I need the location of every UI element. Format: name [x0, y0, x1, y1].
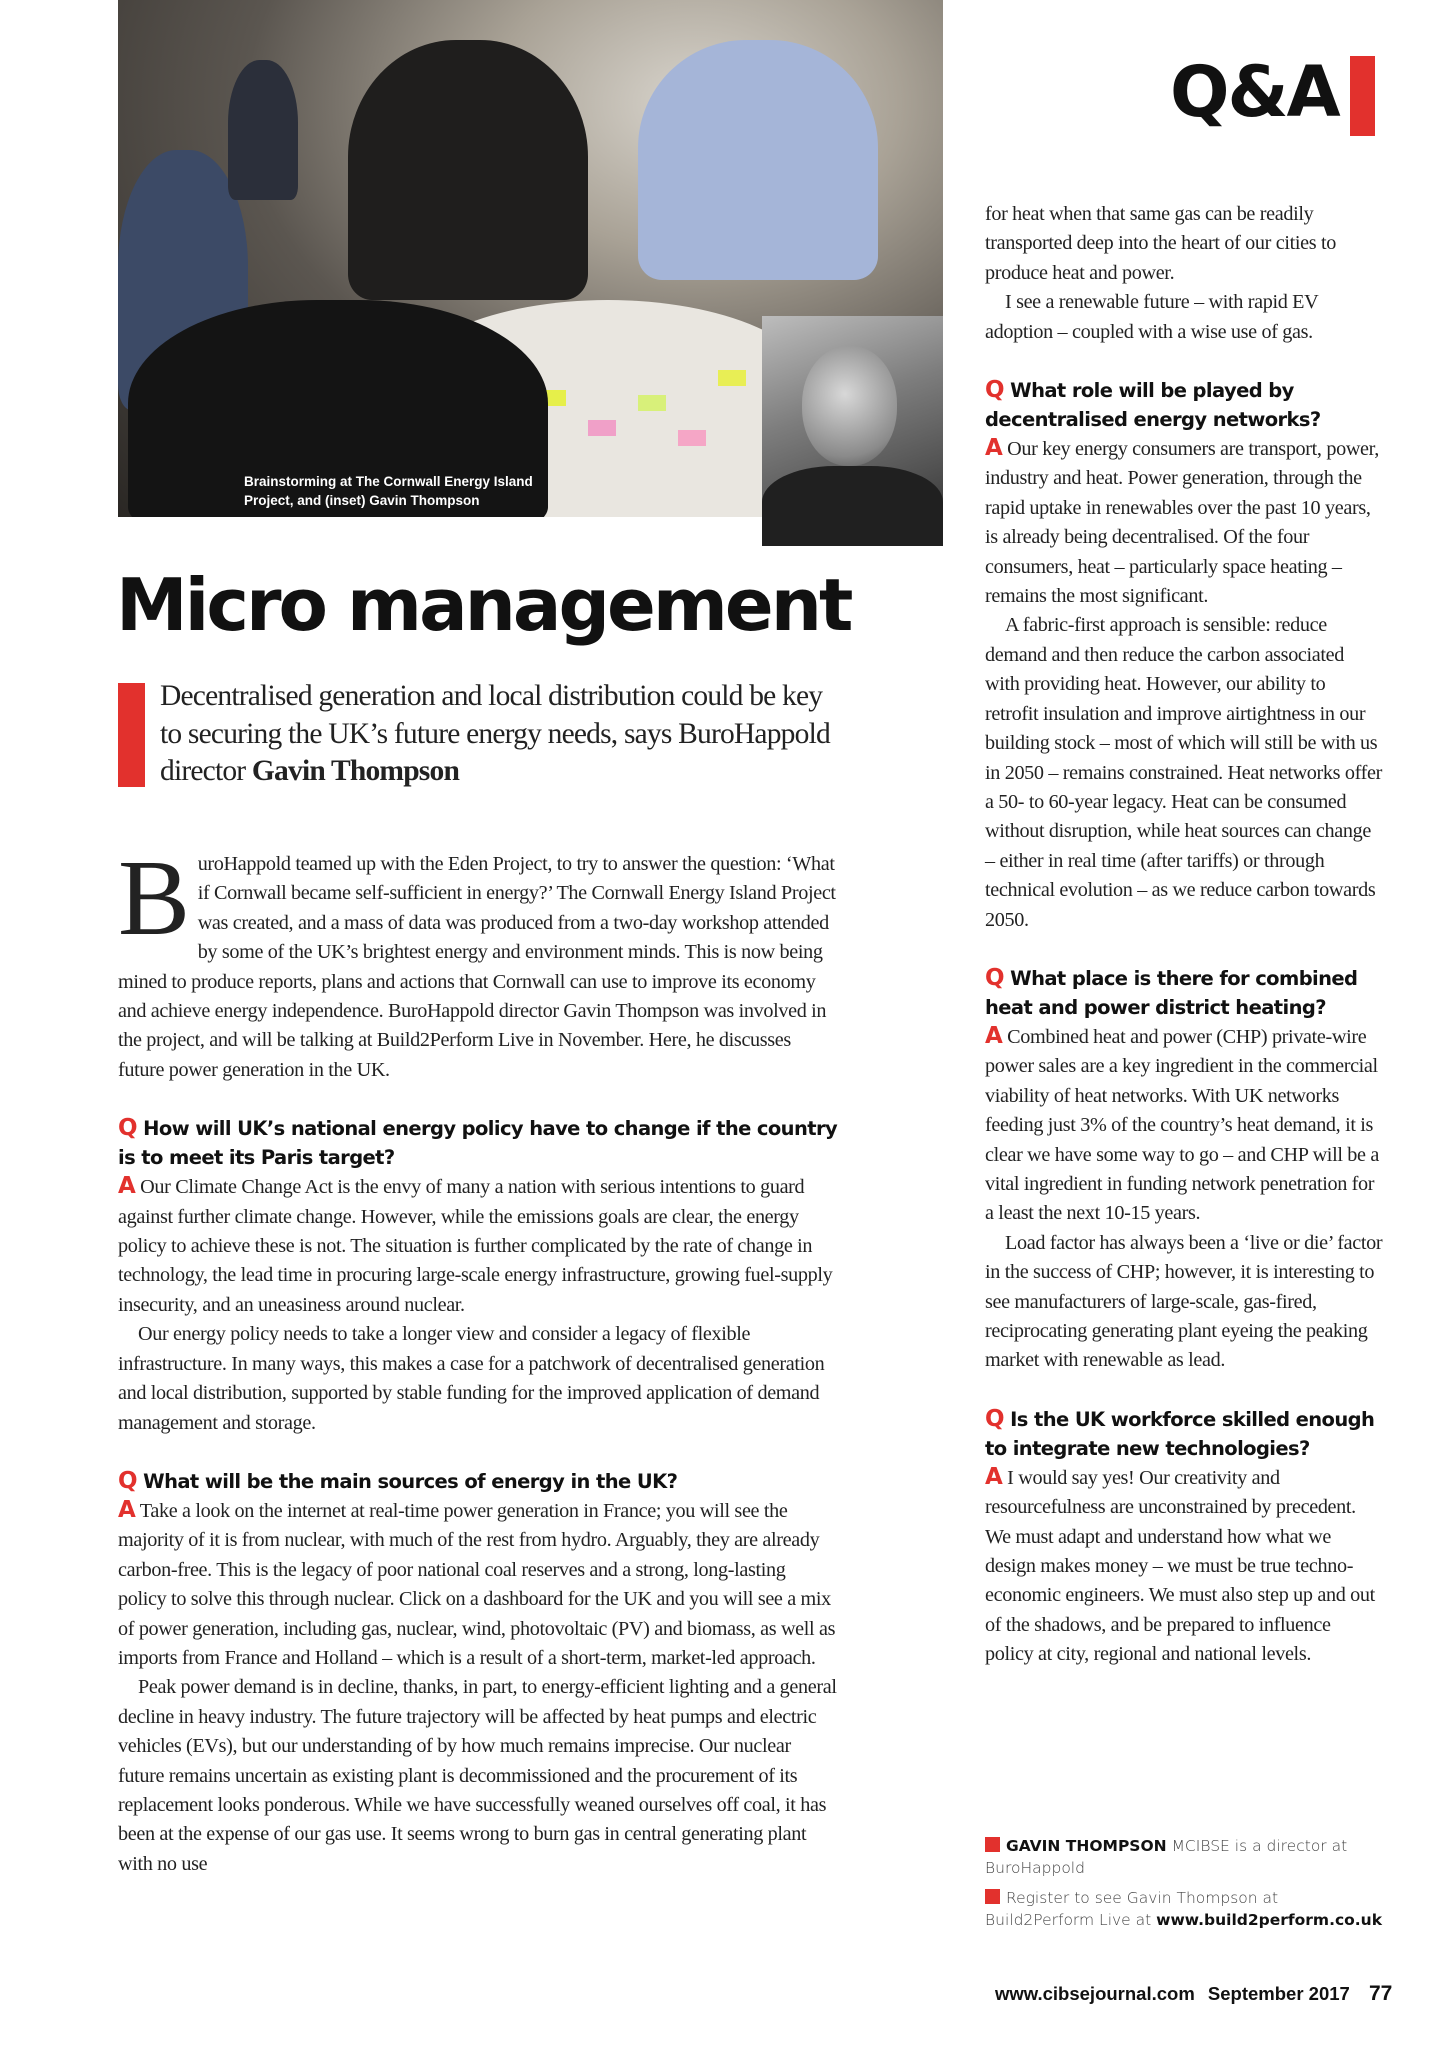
- a-marker: A: [985, 435, 1003, 462]
- left-column: [118, 839, 838, 1879]
- question: [118, 1467, 838, 1496]
- bio-name: GAVIN THOMPSON: [1006, 1837, 1167, 1855]
- standfirst-bar: [118, 683, 145, 787]
- right-column: [985, 200, 1383, 1670]
- accent-bar: [1350, 56, 1375, 136]
- q-marker: Q: [118, 1467, 137, 1494]
- bullet-square-icon: [985, 1837, 1000, 1852]
- answer-text: Combined heat and power (CHP) private-wire power sales are a key ingredient in the commercial viability of heat networks. With UK networks feeding just 3% of the country’s heat demand, it is clear we have some way to go – and CHP will be a vital ingredient in funding network penetration for a least the next 10-15 years.: [985, 1025, 1379, 1225]
- question: [985, 376, 1383, 434]
- bio-role: MCIBSE is a director at BuroHappold: [985, 1837, 1348, 1877]
- answer: [985, 1463, 1383, 1670]
- question: [985, 1405, 1383, 1463]
- standfirst-text: Decentralised generation and local distribution could be key to securing the UK’s future energy needs, says BuroHappold director: [160, 680, 830, 787]
- intro-text: uroHappold teamed up with the Eden Project, to try to answer the question: ‘What if Cornwall became self-sufficient in energy?’ The Cornwall Energy Island Project was created, and a mass of data was produced from a two-day workshop attended by some of the UK’s brightest energy and environment minds. This is now being mined to produce reports, plans and actions that Cornwall can use to improve its economy and achieve energy independence. BuroHappold director Gavin Thompson was involved in the project, and will be talking at Build2Perform Live in November. Here, he discusses future power generation in the UK.: [118, 853, 836, 1081]
- answer-paragraph: Peak power demand is in decline, thanks, in part, to energy-efficient lighting and a general decline in heavy industry. The future trajectory will be affected by heat pumps and electric vehicles (EVs), but our understanding of by how much remains imprecise. Our nuclear future remains uncertain as existing plant is decommissioned and the procurement of its replacement looks ponderous. While we have successfully weaned ourselves off coal, it has been at the expense of our gas use. It seems wrong to burn gas in central generating plant with no use: [118, 1676, 837, 1875]
- footer-site[interactable]: www.cibsejournal.com: [995, 1983, 1195, 2004]
- register-link[interactable]: www.build2perform.co.uk: [1156, 1911, 1383, 1929]
- a-marker: A: [985, 1463, 1003, 1490]
- a-marker: A: [118, 1496, 136, 1523]
- continuation-paragraph: for heat when that same gas can be readily transported deep into the heart of our cities to produce heat and power.: [985, 203, 1336, 284]
- register-line: [985, 1887, 1385, 1931]
- question-text: What role will be played by decentralised energy networks?: [985, 379, 1321, 432]
- photo-caption: Brainstorming at The Cornwall Energy Island Project, and (inset) Gavin Thompson: [244, 474, 533, 508]
- answer-paragraph: Our energy policy needs to take a longer view and consider a legacy of flexible infrastructure. In many ways, this makes a case for a patchwork of decentralised generation and local distribution, supported by stable funding for the improved application of demand management and storage.: [118, 1323, 825, 1434]
- q-marker: Q: [985, 1405, 1004, 1432]
- portrait-inset-photo: [762, 316, 943, 546]
- a-marker: A: [118, 1173, 136, 1200]
- question-text: Is the UK workforce skilled enough to integrate new technologies?: [985, 1407, 1375, 1460]
- standfirst-name: Gavin Thompson: [251, 755, 460, 787]
- q-marker: Q: [985, 964, 1004, 991]
- register-text: Register to see Gavin Thompson at Build2Perform Live at: [985, 1889, 1279, 1929]
- footer-issue: September 2017: [1207, 1983, 1350, 2004]
- a-marker: A: [985, 1022, 1003, 1049]
- answer-text: Take a look on the internet at real-time power generation in France; you will see the majority of it is from nuclear, with much of the rest from hydro. Arguably, they are already carbon-free. This is the legacy of poor national coal reserves and a strong, long-lasting policy to solve this through nuclear. Click on a dashboard for the UK and you will see a mix of power generation, including gas, nuclear, wind, photovoltaic (PV) and biomass, as well as imports from France and Holland – which is a result of a short-term, market-led approach.: [118, 1499, 836, 1669]
- question-text: What will be the main sources of energy in the UK?: [143, 1469, 678, 1493]
- answer: [985, 434, 1383, 611]
- dropcap: B: [118, 839, 190, 958]
- question-text: How will UK’s national energy policy have to change if the country is to meet its Paris target?: [118, 1117, 838, 1170]
- page-number: 77: [1368, 1982, 1393, 2005]
- answer-text: I would say yes! Our creativity and resourcefulness are unconstrained by precedent. We must adapt and understand how what we design makes money – we must be true techno-economic engineers. We must also step up and out of the shadows, and be prepared to influence policy at city, regional and national levels.: [985, 1466, 1375, 1666]
- q-marker: Q: [118, 1115, 137, 1142]
- bio-line: [985, 1835, 1385, 1879]
- question-text: What place is there for combined heat and power district heating?: [985, 966, 1358, 1019]
- section-label: Q&A: [1170, 51, 1339, 133]
- continuation-paragraph: I see a renewable future – with rapid EV adoption – coupled with a wise use of gas.: [985, 291, 1318, 343]
- question: [985, 964, 1383, 1022]
- q-marker: Q: [985, 377, 1004, 404]
- answer-text: Our Climate Change Act is the envy of many a nation with serious intentions to guard against further climate change. However, while the emissions goals are clear, the energy policy to achieve these is not. The situation is further complicated by the rate of change in technology, the lead time in procuring large-scale energy infrastructure, growing fuel-supply insecurity, and an uneasiness around nuclear.: [118, 1176, 833, 1316]
- article-title: Micro management: [116, 563, 851, 647]
- answer-paragraph: A fabric-first approach is sensible: reduce demand and then reduce the carbon associated with providing heat. However, our ability to retrofit insulation and improve airtightness in our building stock – most of which will still be with us in 2050 – remains constrained. Heat networks offer a 50- to 60-year legacy. Heat can be consumed without disruption, while heat sources can change – either in real time (after tariffs) or through technical evolution – as we reduce carbon towards 2050.: [985, 614, 1382, 931]
- standfirst: [160, 678, 840, 791]
- intro-paragraph: [118, 839, 838, 1085]
- author-bio: [985, 1835, 1385, 1939]
- answer-text: Our key energy consumers are transport, power, industry and heat. Power generation, through the rapid uptake in renewables over the past 10 years, is already being decentralised. Of the four consumers, heat – particularly space heating – remains the most significant.: [985, 438, 1379, 608]
- answer: [118, 1172, 838, 1320]
- answer: [118, 1496, 838, 1673]
- answer-paragraph: Load factor has always been a ‘live or die’ factor in the success of CHP; however, it is interesting to see manufacturers of large-scale, gas-fired, reciprocating generating plant eyeing the peaking market with renewable as lead.: [985, 1231, 1383, 1372]
- bullet-square-icon: [985, 1889, 1000, 1904]
- page-footer: [995, 1982, 1400, 2006]
- answer: [985, 1022, 1383, 1229]
- question: [118, 1114, 838, 1172]
